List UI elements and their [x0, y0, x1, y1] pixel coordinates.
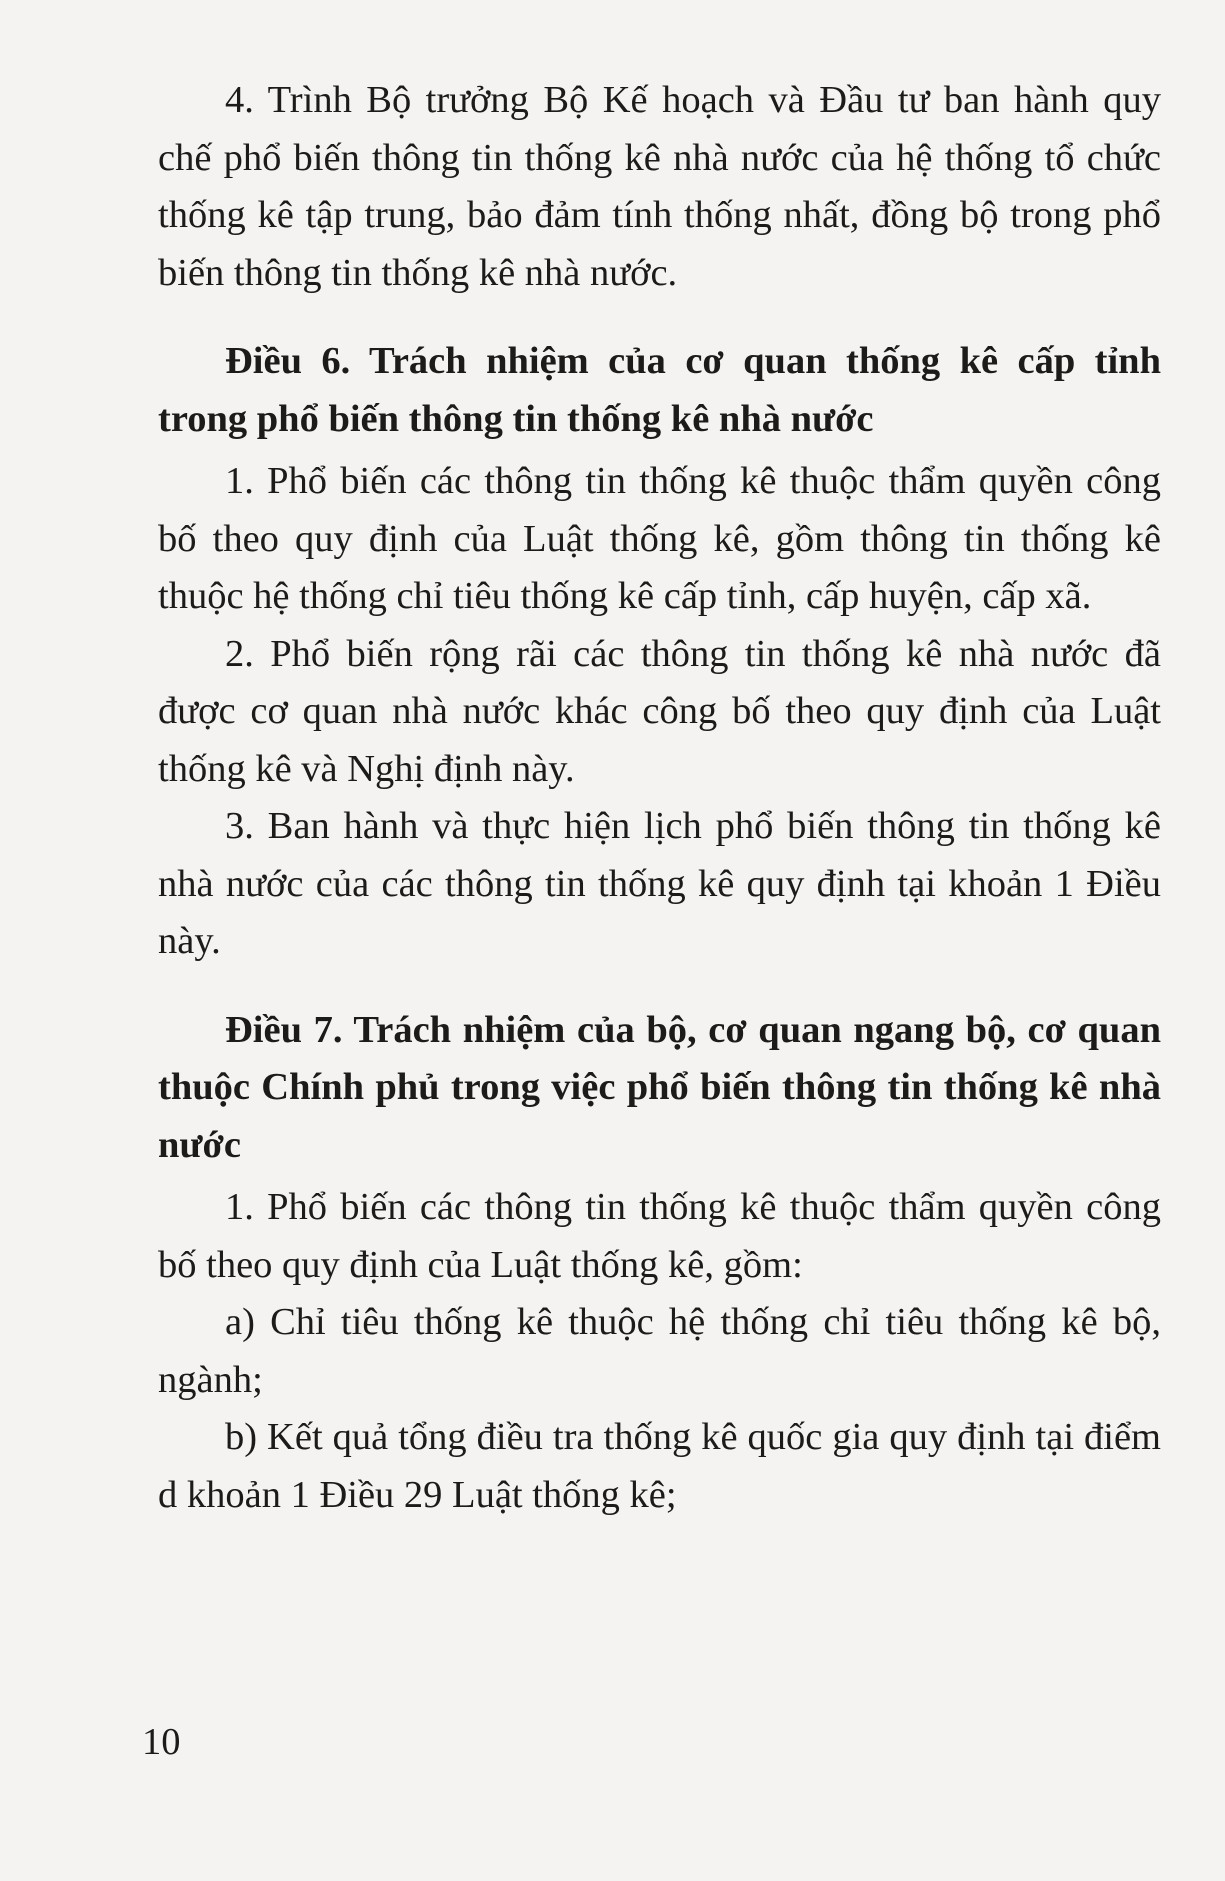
heading-article-6: Điều 6. Trách nhiệm của cơ quan thống kê cấp tỉnh trong phổ biến thông tin thống kê nhà nước — [158, 340, 1161, 440]
paragraph-article5-clause4: 4. Trình Bộ trưởng Bộ Kế hoạch và Đầu tư ban hành quy chế phổ biến thông tin thống kê nhà nước của hệ thống tổ chức thống kê tập trung, bảo đảm tính thống nhất, đồng bộ trong phổ biến thông tin thống kê nhà nước. — [158, 79, 1161, 294]
paragraph-article6-clause2: 2. Phổ biến rộng rãi các thông tin thống kê nhà nước đã được cơ quan nhà nước khác công bố theo quy định của Luật thống kê và Nghị định này. — [158, 632, 1161, 790]
paragraph-article7-clause1: 1. Phổ biến các thông tin thống kê thuộc thẩm quyền công bố theo quy định của Luật thống kê, gồm: — [158, 1186, 1161, 1286]
paragraph-article6-clause3: 3. Ban hành và thực hiện lịch phổ biến thông tin thống kê nhà nước của các thông tin thống kê quy định tại khoản 1 Điều này. — [158, 805, 1161, 962]
page-number: 10 — [142, 1721, 181, 1763]
paragraph-article7-point-b: b) Kết quả tổng điều tra thống kê quốc gia quy định tại điểm d khoản 1 Điều 29 Luật thống kê; — [158, 1416, 1161, 1516]
paragraph-article7-point-a: a) Chỉ tiêu thống kê thuộc hệ thống chỉ tiêu thống kê bộ, ngành; — [158, 1301, 1161, 1401]
heading-article-7: Điều 7. Trách nhiệm của bộ, cơ quan ngang bộ, cơ quan thuộc Chính phủ trong việc phổ biến thông tin thống kê nhà nước — [158, 1008, 1161, 1166]
paragraph-article6-clause1: 1. Phổ biến các thông tin thống kê thuộc thẩm quyền công bố theo quy định của Luật thống kê, gồm thông tin thống kê thuộc hệ thống chỉ tiêu thống kê cấp tỉnh, cấp huyện, cấp xã. — [158, 460, 1161, 617]
